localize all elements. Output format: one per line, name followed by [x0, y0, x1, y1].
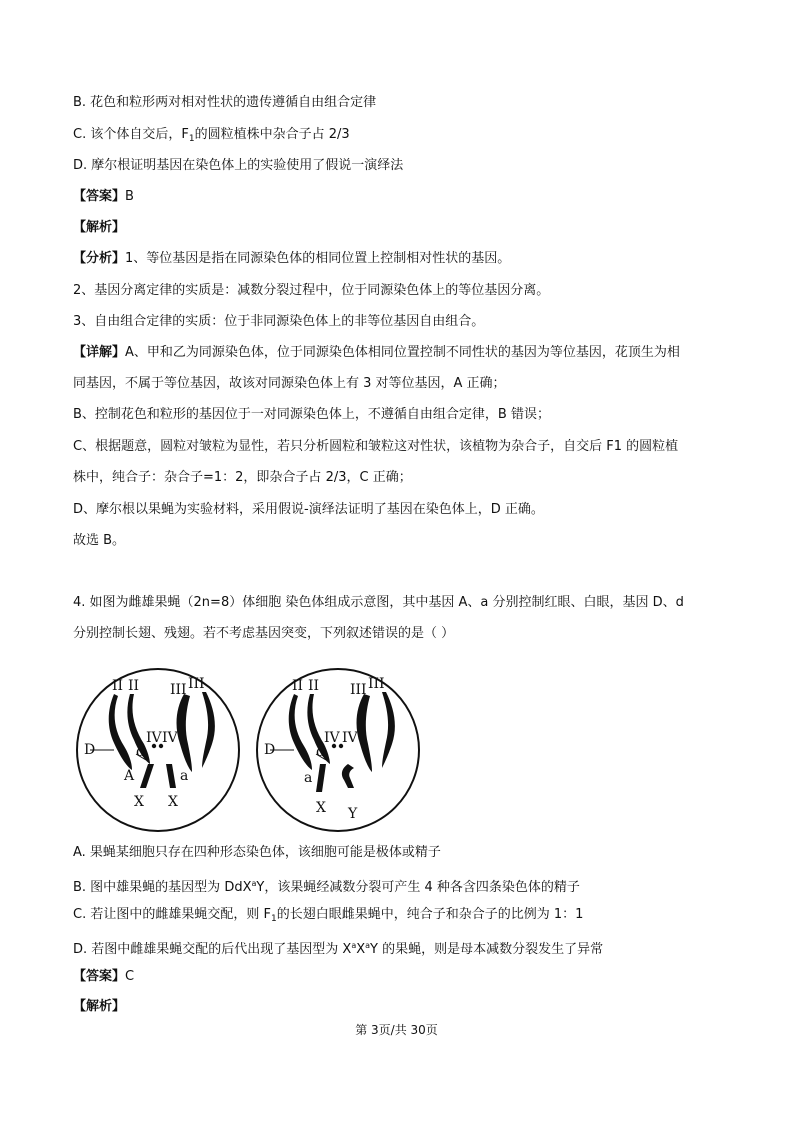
q3-detail-a2: 同基因，不属于等位基因，故该对同源染色体上有 3 对等位基因，A 正确；	[73, 376, 506, 391]
q3-detail-b: B、控制花色和粒形的基因位于一对同源染色体上，不遵循自由组合定律，B 错误；	[73, 407, 550, 422]
q3-detail-a1: 【详解】A、甲和乙为同源染色体，位于同源染色体相同位置控制不同性状的基因为等位基因，花顶生为相	[73, 345, 680, 360]
label-male-IV-b: IV	[342, 730, 358, 746]
label-male-II-b: II	[308, 678, 320, 694]
q3-fenxi-1: 【分析】1、等位基因是指在同源染色体的相同位置上控制相对性状的基因。	[73, 251, 511, 266]
q4-option-c: C. 若让图中的雌雄果蝇交配，则 $F_1$的长翅白眼雌果蝇中，纯合子和杂合子的比例为 1：1	[73, 907, 584, 924]
female-cell	[77, 669, 239, 831]
label-male-IV-a: IV	[324, 730, 340, 746]
label-female-d: d	[136, 744, 145, 760]
label-female-III-a: III	[170, 682, 187, 698]
label-male-III-a: III	[350, 682, 367, 698]
label-female-X2: X	[168, 794, 178, 810]
q3-detail-c1: C、根据题意，圆粒对皱粒为显性，若只分析圆粒和皱粒这对性状，该植物为杂合子，自交后 F1 的圆粒植	[73, 439, 679, 454]
q3-option-b: B. 花色和粒形两对相对性状的遗传遵循自由组合定律	[73, 95, 377, 110]
q3-option-c: C. 该个体自交后，$F_1$的圆粒植株中杂合子占 2/3	[73, 127, 350, 144]
q3-fenxi-2: 2、基因分离定律的实质是：减数分裂过程中，位于同源染色体上的等位基因分离。	[73, 283, 550, 298]
label-male-d: d	[316, 744, 325, 760]
label-female-a: a	[180, 768, 189, 784]
q4-option-b: B. 图中雄果蝇的基因型为 DdX$^a$Y，该果蝇经减数分裂可产生 4 种各含四条染色体的精子	[73, 879, 580, 895]
q4-answer: 【答案】C	[73, 969, 135, 984]
q4-stem-line2: 分别控制长翅、残翅。若不考虑基因突变，下列叙述错误的是（ ）	[73, 626, 455, 641]
q4-option-d: D. 若图中雌雄果蝇交配的后代出现了基因型为 $X^aX^aY$ 的果蝇，则是母本减数分裂发生了异常	[73, 941, 604, 957]
q3-detail-c2: 株中，纯合子：杂合子=1：2，即杂合子占 2/3，C 正确；	[73, 470, 412, 485]
q3-detail-d: D、摩尔根以果蝇为实验材料，采用假说-演绎法证明了基因在染色体上，D 正确。	[73, 502, 544, 517]
label-male-III-b: III	[368, 676, 385, 692]
page-footer: 第 3页/共 30页	[355, 1023, 438, 1037]
label-male-X: X	[316, 800, 326, 816]
q3-analysis-heading: 【解析】	[73, 220, 126, 235]
male-cell	[257, 669, 419, 831]
label-female-III-b: III	[188, 676, 205, 692]
label-male-Y: Y	[348, 806, 358, 822]
label-female-IV-b: IV	[162, 730, 178, 746]
label-male-a: a	[304, 770, 313, 786]
label-male-II-a: II	[292, 678, 304, 694]
q3-answer: 【答案】B	[73, 189, 134, 204]
label-female-II-a: II	[112, 678, 124, 694]
label-female-D: D	[84, 742, 96, 758]
label-male-D: D	[264, 742, 276, 758]
q3-fenxi-3: 3、自由组合定律的实质：位于非同源染色体上的非等位基因自由组合。	[73, 314, 485, 329]
q3-option-d: D. 摩尔根证明基因在染色体上的实验使用了假说一演绎法	[73, 158, 404, 173]
q4-stem-line1: 4. 如图为雌雄果蝇（2n=8）体细胞 染色体组成示意图，其中基因 A、a 分别控制红眼、白眼，基因 D、d	[73, 595, 684, 610]
q3-conclusion: 故选 B。	[73, 533, 126, 548]
label-female-A: A	[124, 768, 135, 784]
q4-option-a: A. 果蝇某细胞只存在四种形态染色体，该细胞可能是极体或精子	[73, 845, 441, 860]
label-female-II-b: II	[128, 678, 140, 694]
label-female-IV-a: IV	[146, 730, 162, 746]
label-female-X1: X	[134, 794, 144, 810]
chromosome-figure	[74, 668, 444, 837]
q4-analysis-heading: 【解析】	[73, 999, 126, 1014]
